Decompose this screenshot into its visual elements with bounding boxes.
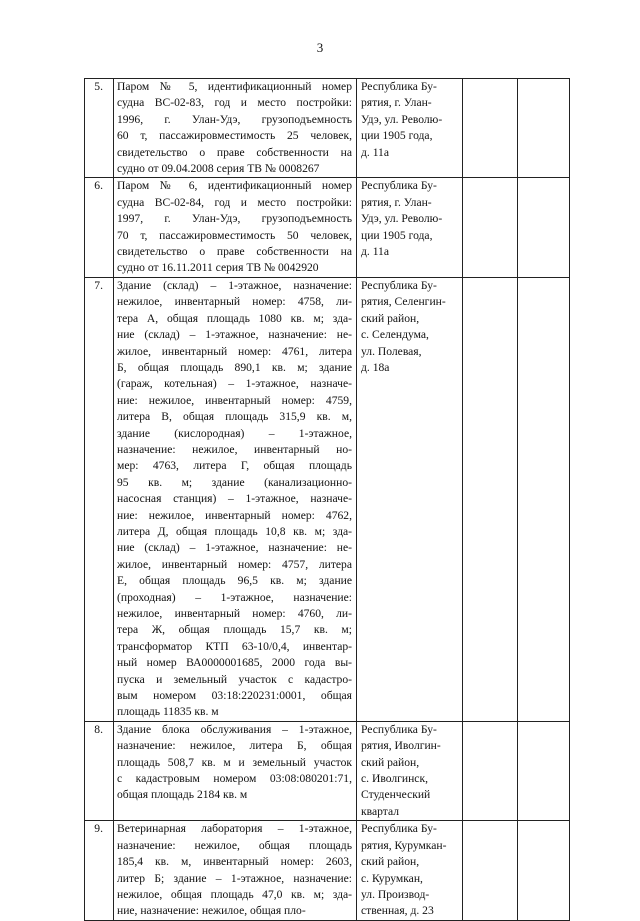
address-line: Республика Бу- xyxy=(361,278,437,292)
address-line: с. Иволгинск, xyxy=(361,772,428,786)
empty-cell-col4 xyxy=(463,821,518,920)
address-line: ский район, xyxy=(361,855,420,869)
address-line: д. 11а xyxy=(361,245,390,259)
description-line: судна ВС-02-83, год и место постройки: xyxy=(117,96,352,110)
description-line: 70 т, пассажировместимость 50 человек, xyxy=(117,228,352,242)
description-line: общая площадь 2184 кв. м xyxy=(117,788,248,802)
address-line: ции 1905 года, xyxy=(361,129,433,143)
address-line: ский район, xyxy=(361,755,420,769)
address-line: д. 11а xyxy=(361,145,390,159)
property-address xyxy=(357,821,463,920)
description-line: ние: нежилое, инвентарный номер: 4762, xyxy=(117,508,352,522)
address-line: Республика Бу- xyxy=(361,80,437,93)
description-line: судно от 16.11.2011 серия ТВ № 0042920 xyxy=(117,261,319,275)
description-line: трансформатор КТП 63-10/0,4, инвентар- xyxy=(117,639,352,653)
description-line: литера Д, общая площадь 10,8 кв. м; зда- xyxy=(117,524,352,538)
empty-cell-col4 xyxy=(463,178,518,277)
description-line: ние (склад) – 1-этажное, назначение: не- xyxy=(117,541,352,555)
description-line: Паром № 5, идентификационный номер xyxy=(117,80,352,93)
description-line: ние: нежилое, инвентарный номер: 4759, xyxy=(117,393,352,407)
description-line: назначение: нежилое, инвентарный но- xyxy=(117,442,352,456)
empty-cell-col4 xyxy=(463,277,518,721)
description-line: Здание (склад) – 1-этажное, назначение: xyxy=(117,278,352,292)
description-line: площадь 11835 кв. м xyxy=(117,705,219,719)
page-number: 3 xyxy=(316,40,324,55)
address-line: рятия, Селенгин- xyxy=(361,295,446,309)
address-line: ции 1905 года, xyxy=(361,228,433,242)
property-table xyxy=(84,78,570,921)
address-line: ственная, д. 23 xyxy=(361,904,434,918)
description-line: тера Ж, общая площадь 15,7 кв. м; xyxy=(117,623,352,637)
property-description xyxy=(114,721,357,820)
description-line: тера А, общая площадь 1080 кв. м; зда- xyxy=(117,311,352,325)
description-line: назначение: нежилое, общая площадь xyxy=(117,838,352,852)
address-line: Республика Бу- xyxy=(361,822,437,836)
description-line: здание (кислородная) – 1-этажное, xyxy=(117,426,352,440)
description-line: назначение: нежилое, литера Б, общая xyxy=(117,739,352,753)
address-line: Республика Бу- xyxy=(361,722,437,736)
address-line: с. Курумкан, xyxy=(361,871,423,885)
table-row xyxy=(85,821,570,920)
description-line: 60 т, пассажировместимость 25 человек, xyxy=(117,129,352,143)
description-line: ние, назначение: нежилое, общая пло- xyxy=(117,904,306,918)
description-line: свидетельство о праве собственности на xyxy=(117,245,352,259)
description-line: литер Б; здание – 1-этажное, назначение: xyxy=(117,871,352,885)
property-table-body xyxy=(85,79,570,921)
property-description xyxy=(114,277,357,721)
address-line: Студенческий xyxy=(361,788,431,802)
description-line: с кадастровым номером 03:08:080201:71, xyxy=(117,772,352,786)
description-line: жилое, инвентарный номер: 4757, литера xyxy=(117,557,352,571)
description-line: (гараж, котельная) – 1-этажное, назначе- xyxy=(117,377,352,391)
empty-cell-col4 xyxy=(463,79,518,178)
description-line: Е, общая площадь 96,5 кв. м; здание xyxy=(117,574,352,588)
description-line: Ветеринарная лаборатория – 1-этажное, xyxy=(117,822,352,836)
property-description xyxy=(114,821,357,920)
empty-cell-col5 xyxy=(518,277,570,721)
description-line: жилое, инвентарный номер: 4761, литера xyxy=(117,344,352,358)
property-address xyxy=(357,79,463,178)
property-address xyxy=(357,721,463,820)
description-line: судна ВС-02-84, год и место постройки: xyxy=(117,195,352,209)
description-line: ный номер ВА0000001685, 2000 года вы- xyxy=(117,656,352,670)
description-line: 1997, г. Улан-Удэ, грузоподъемность xyxy=(117,212,352,226)
description-line: судно от 09.04.2008 серия ТВ № 0008267 xyxy=(117,162,320,176)
description-line: 95 кв. м; здание (канализационно- xyxy=(117,475,352,489)
empty-cell-col5 xyxy=(518,821,570,920)
description-line: вым номером 03:18:220231:0001, общая xyxy=(117,689,352,703)
description-line: Б, общая площадь 890,1 кв. м; здание xyxy=(117,360,352,374)
table-row xyxy=(85,79,570,178)
description-line: ние (склад) – 1-этажное, назначение: не- xyxy=(117,328,352,342)
address-line: квартал xyxy=(361,804,399,818)
address-line: ул. Производ- xyxy=(361,887,430,901)
address-line: ул. Полевая, xyxy=(361,344,422,358)
address-line: рятия, Иволгин- xyxy=(361,739,441,753)
empty-cell-col5 xyxy=(518,178,570,277)
address-line: с. Селендума, xyxy=(361,328,429,342)
description-line: Паром № 6, идентификационный номер xyxy=(117,179,352,193)
description-line: пуска и земельный участок с кадастро- xyxy=(117,672,352,686)
address-line: Республика Бу- xyxy=(361,179,437,193)
description-line: (проходная) – 1-этажное, назначение: xyxy=(117,590,352,604)
description-line: 185,4 кв. м, инвентарный номер: 2603, xyxy=(117,855,352,869)
description-line: 1996, г. Улан-Удэ, грузоподъемность xyxy=(117,112,352,126)
table-row xyxy=(85,178,570,277)
description-line: насосная станция) – 1-этажное, назначе- xyxy=(117,492,352,506)
row-number: 8. xyxy=(85,721,114,820)
row-number: 9. xyxy=(85,821,114,920)
property-address xyxy=(357,178,463,277)
description-line: мер: 4763, литера Г, общая площадь xyxy=(117,459,352,473)
description-line: свидетельство о праве собственности на xyxy=(117,145,352,159)
address-line: Удэ, ул. Револю- xyxy=(361,112,443,126)
table-row xyxy=(85,277,570,721)
empty-cell-col4 xyxy=(463,721,518,820)
address-line: рятия, г. Улан- xyxy=(361,195,432,209)
property-description xyxy=(114,178,357,277)
description-line: площадь 508,7 кв. м и земельный участок xyxy=(117,755,352,769)
table-row xyxy=(85,721,570,820)
property-address xyxy=(357,277,463,721)
description-line: нежилое, инвентарный номер: 4760, ли- xyxy=(117,607,352,620)
address-line: Удэ, ул. Револю- xyxy=(361,212,443,226)
row-number: 7. xyxy=(85,277,114,721)
address-line: д. 18а xyxy=(361,360,390,374)
address-line: ский район, xyxy=(361,311,420,325)
description-line: нежилое, инвентарный номер: 4758, ли- xyxy=(117,295,352,309)
empty-cell-col5 xyxy=(518,721,570,820)
address-line: рятия, Курумкан- xyxy=(361,838,447,852)
row-number: 5. xyxy=(85,79,114,178)
description-line: литера В, общая площадь 315,9 кв. м, xyxy=(117,410,352,424)
description-line: нежилое, общая площадь 47,0 кв. м; зда- xyxy=(117,887,352,901)
property-description xyxy=(114,79,357,178)
address-line: рятия, г. Улан- xyxy=(361,96,432,110)
description-line: Здание блока обслуживания – 1-этажное, xyxy=(117,722,352,736)
row-number: 6. xyxy=(85,178,114,277)
empty-cell-col5 xyxy=(518,79,570,178)
